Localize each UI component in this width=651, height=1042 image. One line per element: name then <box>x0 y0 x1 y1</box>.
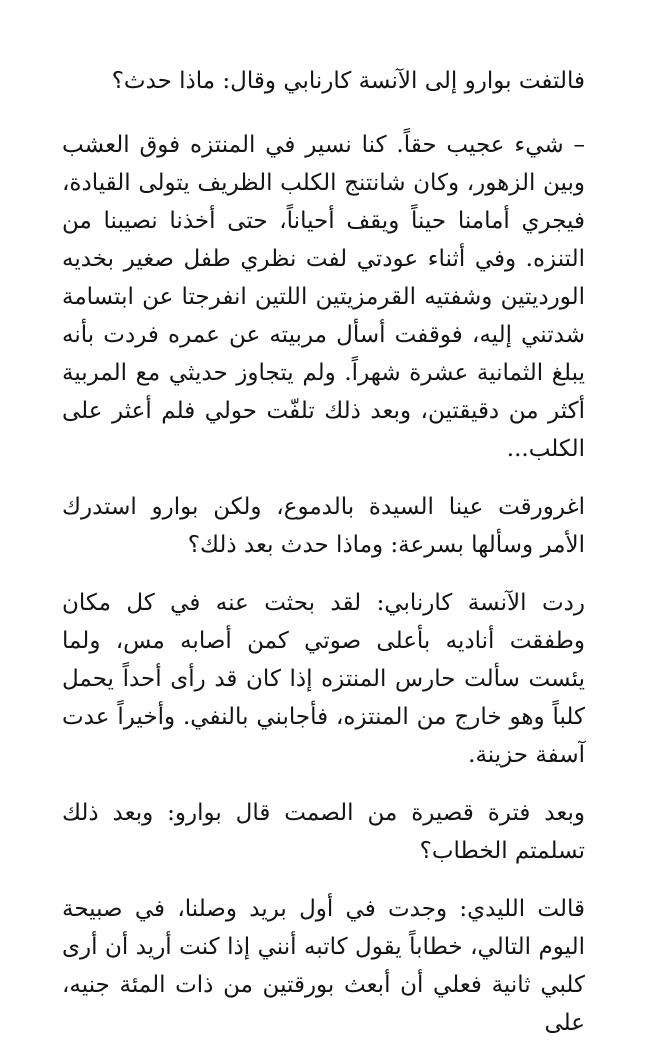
paragraph-1: فالتفت بوارو إلى الآنسة كارنابي وقال: ماذا حدث؟ <box>111 68 585 94</box>
paragraph-5: وبعد فترة قصيرة من الصمت قال بوارو: وبعد ذلك تسلمتم الخطاب؟ <box>62 800 585 864</box>
paragraph-2: – شيء عجيب حقاً. كنا نسير في المنتزه فوق العشب وبين الزهور، وكان شانتنج الكلب الظريف يتولى القيادة، فيجري أمامنا حيناً ويقف أحياناً، حتى أخذنا نصيبنا من التنزه. وفي أثناء عودتي لفت نظري طفل صغير بخديه الورديتين وشفتيه القرمزيتين اللتين انفرجتا عن ابتسامة شدتني إليه، فوقفت أسأل مربيته عن عمره فردت بأنه يبلغ الثمانية عشرة شهراً. ولم يتجاوز حديثي مع المربية أكثر من دقيقتين، وبعد ذلك تلفّت حولي فلم أعثر على الكلب... <box>62 132 585 462</box>
paragraph-3: اغرورقت عينا السيدة بالدموع، ولكن بوارو استدرك الأمر وسألها بسرعة: وماذا حدث بعد ذلك؟ <box>62 494 585 558</box>
paragraph-4: ردت الآنسة كارنابي: لقد بحثت عنه في كل مكان وطفقت أناديه بأعلى صوتي كمن أصابه مس، ولما يئست سألت حارس المنتزه إذا كان قد رأى أحداً يحمل كلباً وهو خارج من المنتزه، فأجابني بالنفي. وأخيراً عدت آسفة حزينة. <box>62 590 585 768</box>
paragraph-6: قالت الليدي: وجدت في أول بريد وصلنا، في صبيحة اليوم التالي، خطاباً يقول كاتبه أنني إذا كنت أريد أن أرى كلبي ثانية فعلي أن أبعث بورقتين من ذات المئة جنيه، على <box>62 896 585 1036</box>
